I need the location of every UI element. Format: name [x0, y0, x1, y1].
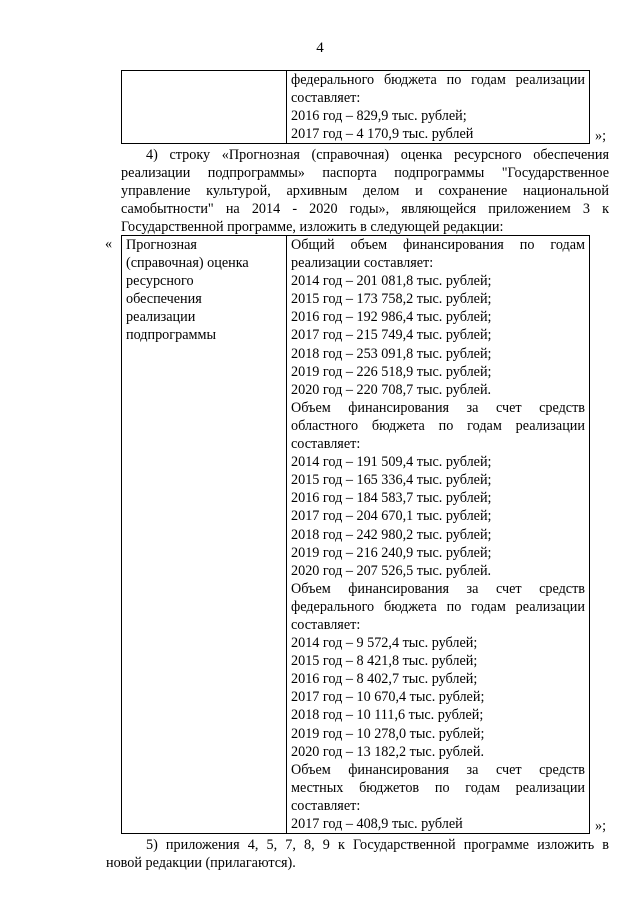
table2-line: 2016 год – 8 402,7 тыс. рублей; — [291, 671, 478, 688]
table2-line: областного бюджета по годам реализации — [291, 417, 585, 434]
table2-left-cell — [122, 236, 287, 834]
table2-line: составляет: — [291, 616, 361, 633]
table2-line: 2017 год – 408,9 тыс. рублей — [291, 816, 463, 832]
table2-left-line: (справочная) оценка — [126, 255, 249, 272]
page-number: 4 — [316, 40, 324, 56]
table2-left-line: реализации — [126, 309, 196, 326]
table2-line: 2015 год – 8 421,8 тыс. рублей; — [291, 653, 478, 670]
financing-table-continuation — [121, 70, 590, 144]
table1-line: составляет: — [291, 90, 361, 107]
table2-line: 2020 год – 207 526,5 тыс. рублей. — [291, 562, 492, 579]
paragraph-line: Государственной программе, изложить в следующей редакции: — [121, 219, 504, 236]
table2-line: 2019 год – 216 240,9 тыс. рублей; — [291, 544, 492, 561]
table2-line: 2017 год – 215 749,4 тыс. рублей; — [291, 327, 492, 344]
table1-left-cell — [122, 71, 287, 144]
table2-line: 2015 год – 173 758,2 тыс. рублей; — [291, 291, 492, 308]
table2-line: 2018 год – 253 091,8 тыс. рублей; — [291, 345, 492, 362]
table2-left-line: подпрограммы — [126, 327, 216, 344]
paragraph-5 — [106, 836, 609, 872]
forecast-resource-table — [121, 235, 590, 834]
table2-line: 2017 год – 10 670,4 тыс. рублей; — [291, 689, 485, 706]
table2-line: 2020 год – 220 708,7 тыс. рублей. — [291, 381, 492, 398]
table1-line: федерального бюджета по годам реализации — [291, 72, 585, 88]
table1-right-cell — [287, 71, 590, 144]
table2-line: 2014 год – 201 081,8 тыс. рублей; — [291, 273, 492, 290]
table2-opening-mark: « — [105, 236, 113, 252]
table2-line: реализации составляет: — [291, 255, 434, 272]
table1-line: 2017 год – 4 170,9 тыс. рублей — [291, 126, 474, 143]
table2-line: 2015 год – 165 336,4 тыс. рублей; — [291, 472, 492, 489]
table2-line: 2017 год – 204 670,1 тыс. рублей; — [291, 508, 492, 525]
paragraph-line: 5) приложения 4, 5, 7, 8, 9 к Государственной программе изложить в — [146, 837, 609, 853]
table2-line: Объем финансирования за счет средств — [291, 761, 585, 778]
table2-closing-mark: »; — [595, 818, 607, 834]
paragraph-line: реализации подпрограммы» паспорта подпрограммы "Государственное — [121, 165, 609, 182]
table2-line: 2014 год – 9 572,4 тыс. рублей; — [291, 635, 478, 652]
table2-line: 2018 год – 10 111,6 тыс. рублей; — [291, 707, 484, 724]
table2-line: 2019 год – 10 278,0 тыс. рублей; — [291, 725, 485, 742]
paragraph-line: самобытности" на 2014 - 2020 годы», являющейся приложением 3 к — [121, 201, 609, 218]
table2-line: 2019 год – 226 518,9 тыс. рублей; — [291, 363, 492, 380]
table2-line: составляет: — [291, 797, 361, 814]
paragraph-line: 4) строку «Прогнозная (справочная) оценка ресурсного обеспечения — [146, 147, 609, 163]
table2-line: 2014 год – 191 509,4 тыс. рублей; — [291, 454, 492, 471]
table2-left-line: обеспечения — [126, 291, 202, 308]
table2-line: местных бюджетов по годам реализации — [291, 779, 585, 796]
table2-line: 2018 год – 242 980,2 тыс. рублей; — [291, 526, 492, 543]
table2-line: составляет: — [291, 436, 361, 453]
table2-line: Объем финансирования за счет средств — [291, 399, 585, 416]
table2-line: федерального бюджета по годам реализации — [291, 598, 585, 615]
table2-line: Объем финансирования за счет средств — [291, 580, 585, 597]
table1-line: 2016 год – 829,9 тыс. рублей; — [291, 108, 467, 125]
table2-left-line: ресурсного — [126, 273, 194, 290]
table1-closing-mark: »; — [595, 128, 607, 144]
table2-right-cell — [287, 236, 590, 834]
table2-line: Общий объем финансирования по годам — [291, 237, 585, 253]
table2-line: 2020 год – 13 182,2 тыс. рублей. — [291, 743, 484, 760]
table2-line: 2016 год – 184 583,7 тыс. рублей; — [291, 490, 492, 507]
table2-left-line: Прогнозная — [126, 237, 197, 253]
paragraph-4 — [121, 146, 609, 236]
paragraph-line: управление культурой, архивным делом и сохранение национальной — [121, 183, 609, 200]
table2-line: 2016 год – 192 986,4 тыс. рублей; — [291, 309, 492, 326]
paragraph-line: новой редакции (прилагаются). — [106, 855, 296, 872]
